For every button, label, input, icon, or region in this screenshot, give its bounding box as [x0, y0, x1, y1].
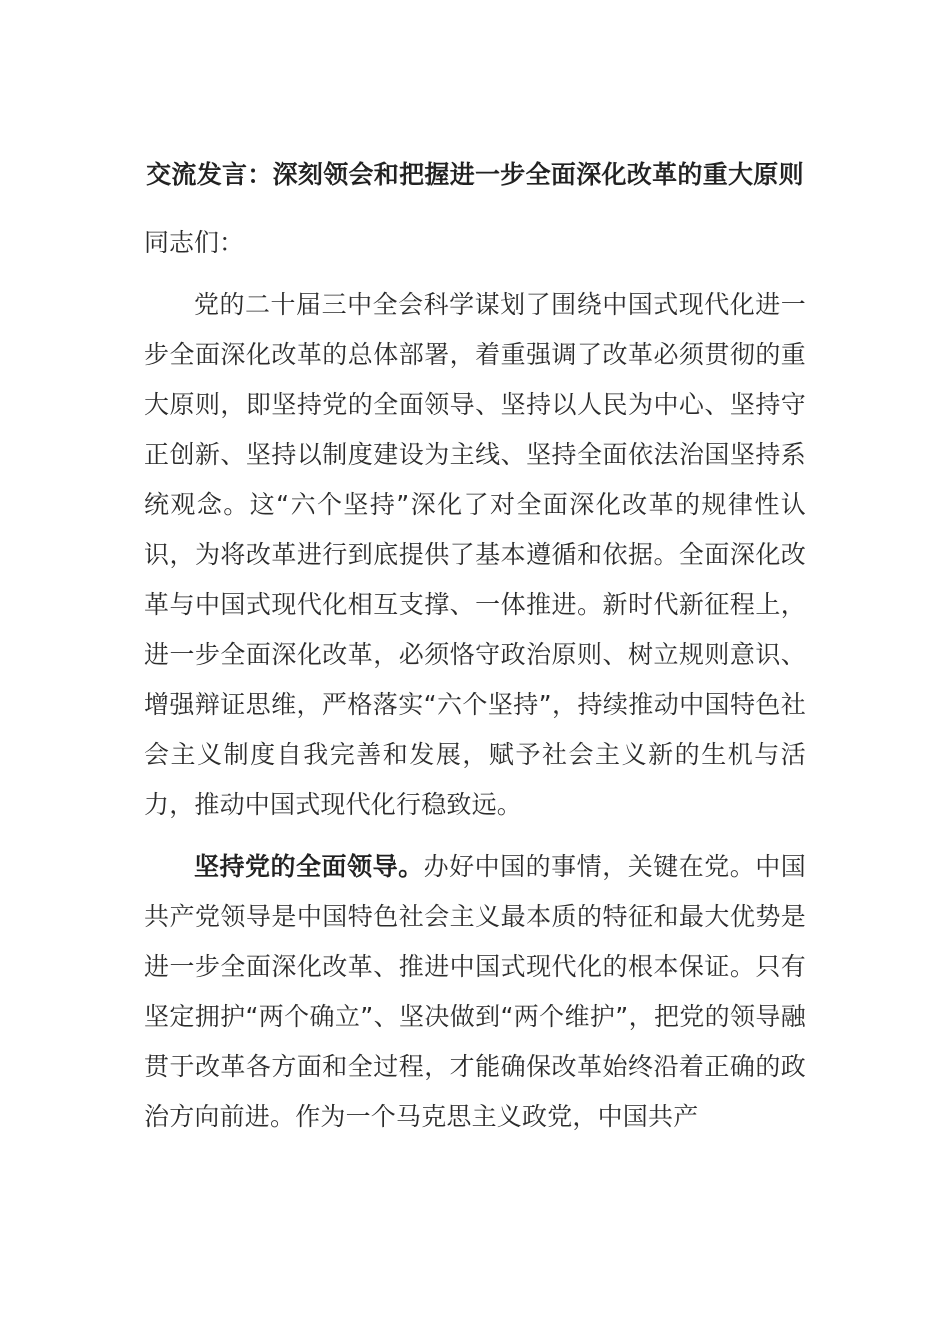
paragraph-intro: [144, 280, 806, 830]
salutation: 同志们：: [144, 228, 245, 257]
paragraph-party-leadership-text: 办好中国的事情，关键在党。中国共产党领导是中国特色社会主义最本质的特征和最大优势是进一步全面深化改革、推进中国式现代化的根本保证。只有坚定拥护“两个确立”、坚决做到“两个维护”，把党的领导融贯于改革各方面和全过程，才能确保改革始终沿着正确的政治方向前进。作为一个马克思主义政党，中国共产: [144, 852, 806, 1131]
document-body: [144, 150, 806, 1142]
paragraph-intro-text: 党的二十届三中全会科学谋划了围绕中国式现代化进一步全面深化改革的总体部署，着重强调了改革必须贯彻的重大原则，即坚持党的全面领导、坚持以人民为中心、坚持守正创新、坚持以制度建设为主线、坚持全面依法治国坚持系统观念。这“六个坚持”深化了对全面深化改革的规律性认识，为将改革进行到底提供了基本遵循和依据。全面深化改革与中国式现代化相互支撑、一体推进。新时代新征程上，进一步全面深化改革，必须恪守政治原则、树立规则意识、增强辩证思维，严格落实“六个坚持”，持续推动中国特色社会主义制度自我完善和发展，赋予社会主义新的生机与活力，推动中国式现代化行稳致远。: [144, 290, 806, 819]
paragraph-party-leadership: [144, 842, 806, 1142]
paragraph-heading: 坚持党的全面领导。: [194, 852, 424, 881]
document-title: 交流发言：深刻领会和把握进一步全面深化改革的重大原则: [146, 160, 804, 189]
